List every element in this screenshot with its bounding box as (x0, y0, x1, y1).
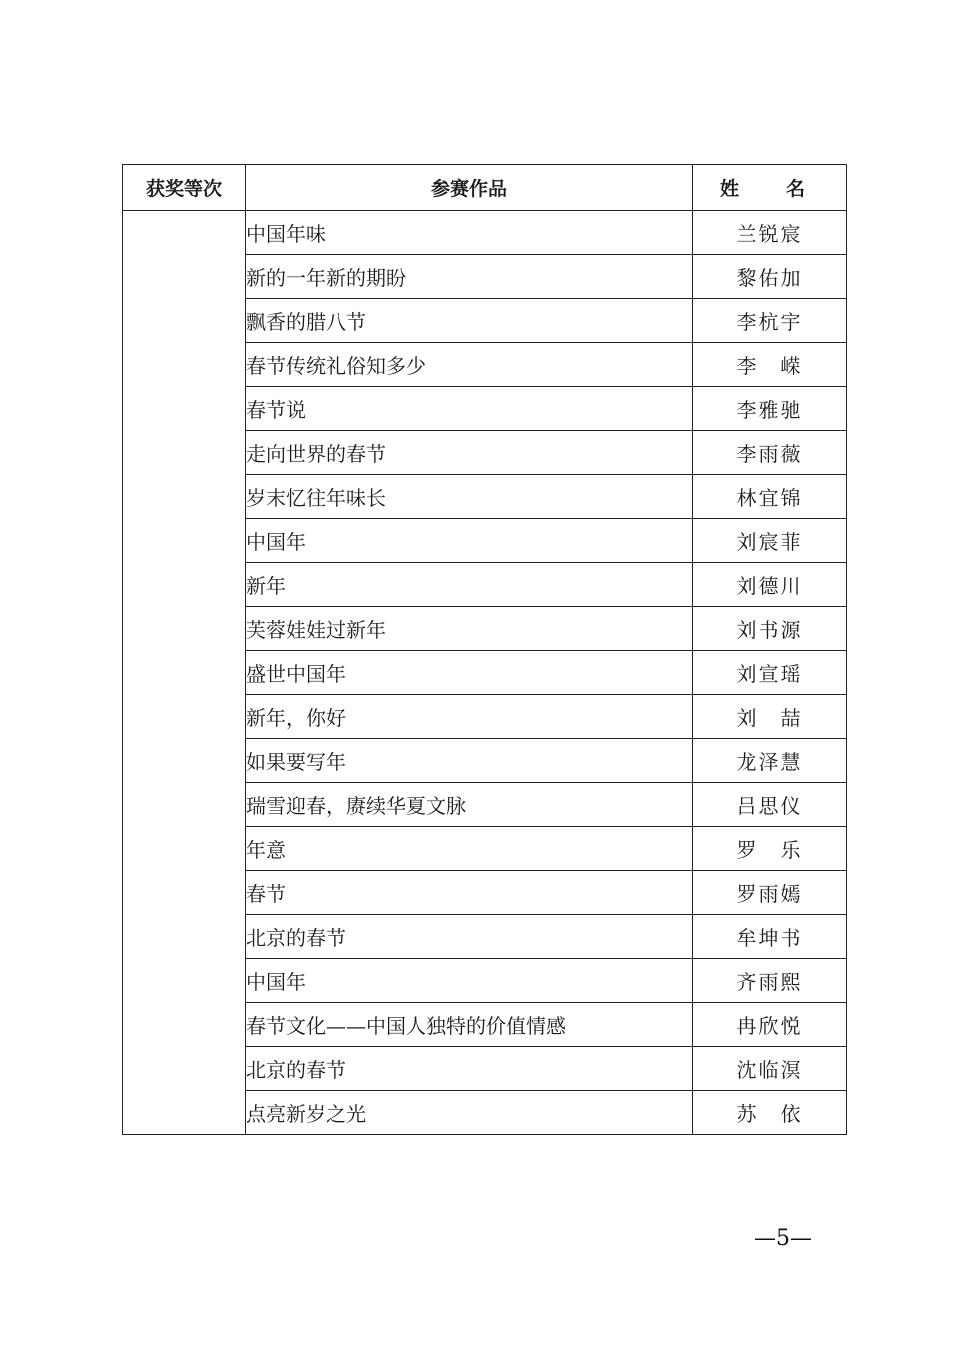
name-cell: 刘宣瑶 (693, 651, 847, 695)
name-cell: 沈临溟 (693, 1047, 847, 1091)
work-cell: 年意 (246, 827, 693, 871)
work-cell: 瑞雪迎春，赓续华夏文脉 (246, 783, 693, 827)
work-cell: 点亮新岁之光 (246, 1091, 693, 1135)
name-cell: 龙泽慧 (693, 739, 847, 783)
work-cell: 春节说 (246, 387, 693, 431)
name-cell: 李雨薇 (693, 431, 847, 475)
name-cell: 黎佑加 (693, 255, 847, 299)
work-cell: 北京的春节 (246, 1047, 693, 1091)
name-cell: 刘德川 (693, 563, 847, 607)
work-cell: 如果要写年 (246, 739, 693, 783)
name-cell: 罗 乐 (693, 827, 847, 871)
work-cell: 新年，你好 (246, 695, 693, 739)
work-cell: 北京的春节 (246, 915, 693, 959)
work-cell: 春节文化——中国人独特的价值情感 (246, 1003, 693, 1047)
name-cell: 刘宸菲 (693, 519, 847, 563)
name-cell: 罗雨嫣 (693, 871, 847, 915)
name-cell: 冉欣悦 (693, 1003, 847, 1047)
table-row (123, 211, 847, 255)
name-cell: 苏 依 (693, 1091, 847, 1135)
table-body (123, 211, 847, 1135)
table-header-row (123, 165, 847, 211)
work-cell: 飘香的腊八节 (246, 299, 693, 343)
work-cell: 中国年味 (246, 211, 693, 255)
name-cell: 林宜锦 (693, 475, 847, 519)
header-work: 参赛作品 (246, 165, 693, 211)
work-cell: 春节 (246, 871, 693, 915)
work-cell: 中国年 (246, 959, 693, 1003)
name-cell: 兰锐宸 (693, 211, 847, 255)
work-cell: 新的一年新的期盼 (246, 255, 693, 299)
name-cell: 李 嵘 (693, 343, 847, 387)
name-cell: 牟坤书 (693, 915, 847, 959)
name-cell: 刘书源 (693, 607, 847, 651)
page-number: —5— (754, 1226, 812, 1251)
header-rank: 获奖等次 (123, 165, 246, 211)
name-cell: 李雅驰 (693, 387, 847, 431)
name-cell: 齐雨熙 (693, 959, 847, 1003)
work-cell: 中国年 (246, 519, 693, 563)
name-cell: 李杭宇 (693, 299, 847, 343)
work-cell: 岁末忆往年味长 (246, 475, 693, 519)
awards-table (122, 164, 847, 1135)
work-cell: 盛世中国年 (246, 651, 693, 695)
work-cell: 走向世界的春节 (246, 431, 693, 475)
header-name: 姓 名 (693, 165, 847, 211)
work-cell: 新年 (246, 563, 693, 607)
name-cell: 吕思仪 (693, 783, 847, 827)
name-cell: 刘 喆 (693, 695, 847, 739)
rank-cell (123, 211, 246, 1135)
work-cell: 芙蓉娃娃过新年 (246, 607, 693, 651)
work-cell: 春节传统礼俗知多少 (246, 343, 693, 387)
